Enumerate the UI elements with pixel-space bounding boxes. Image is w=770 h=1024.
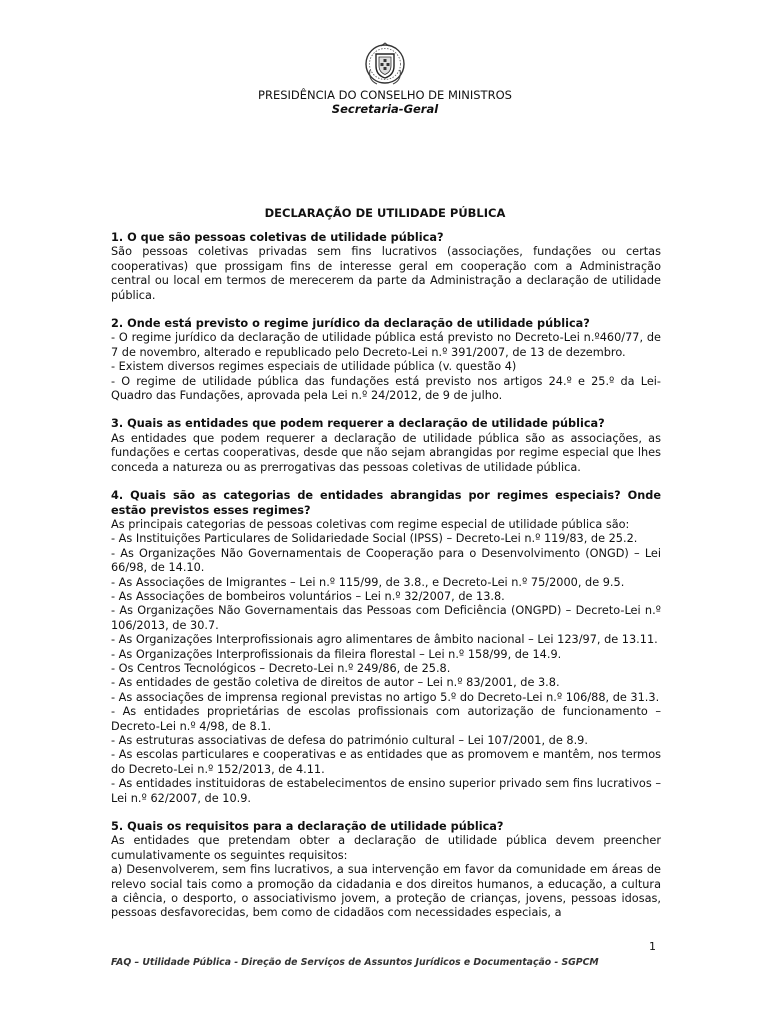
list-item: - As Organizações Interprofissionais agro alimentares de âmbito nacional – Lei 123/97, de 13.11. — [111, 633, 658, 647]
paragraph: - Existem diversos regimes especiais de utilidade pública (v. questão 4) — [111, 360, 517, 374]
paragraph: São pessoas coletivas privadas sem fins lucrativos (associações, fundações ou certas cooperativas) que prossigam fins de interesse geral em cooperação com a Administração central ou local em termos de merecerem da parte da Administração a declaração de utilidade pública. — [111, 245, 661, 302]
section-heading: 5. Quais os requisitos para a declaração de utilidade pública? — [111, 820, 504, 834]
list-item: - As entidades de gestão coletiva de direitos de autor – Lei n.º 83/2001, de 3.8. — [111, 676, 560, 690]
faq-section-2 — [111, 317, 661, 403]
list-item: - As Associações de Imigrantes – Lei n.º 115/99, de 3.8., e Decreto-Lei n.º 75/2000, de 9.5. — [111, 575, 625, 589]
coat-of-arms-icon — [362, 40, 408, 88]
section-heading: 4. Quais são as categorias de entidades abrangidas por regimes especiais? Onde estão previstos esses regimes? — [111, 489, 661, 517]
paragraph: As entidades que pretendam obter a declaração de utilidade pública devem preencher cumulativamente os seguintes requisitos: — [111, 834, 661, 862]
paragraph: As principais categorias de pessoas coletivas com regime especial de utilidade pública são: — [111, 517, 630, 531]
paragraph: - O regime de utilidade pública das fundações está previsto nos artigos 24.º e 25.º da Lei-Quadro das Fundações, aprovada pela Lei n.º 24/2012, de 9 de julho. — [111, 374, 661, 403]
list-item: - As estruturas associativas de defesa do património cultural – Lei 107/2001, de 8.9. — [111, 734, 588, 747]
section-heading: 2. Onde está previsto o regime jurídico da declaração de utilidade pública? — [111, 317, 590, 331]
list-item: - Os Centros Tecnológicos – Decreto-Lei n.º 249/86, de 25.8. — [111, 661, 451, 675]
paragraph: - O regime jurídico da declaração de utilidade pública está previsto no Decreto-Lei n.º460/77, de 7 de novembro, alterado e republicado pelo Decreto-Lei n.º 391/2007, de 13 de dezembro. — [111, 331, 661, 359]
list-item: - As Associações de bombeiros voluntários – Lei n.º 32/2007, de 13.8. — [111, 589, 505, 603]
paragraph: a) Desenvolverem, sem fins lucrativos, a sua intervenção em favor da comunidade em áreas de relevo social tais como a promoção da cidadania e dos direitos humanos, a educação, a cultura a ciência, o desporto, o associativismo jovem, a proteção de crianças, jovens, pessoas idosas, pessoas desfavorecidas, bem como de cidadãos com necessidades especiais, a — [111, 863, 661, 920]
list-item: - As Organizações Não Governamentais das Pessoas com Deficiência (ONGPD) – Decreto-Lei n.º 106/2013, de 30.7. — [111, 604, 661, 632]
document-body — [111, 231, 661, 935]
list-item: - As escolas particulares e cooperativas e as entidades que as promovem e mantêm, nos termos do Decreto-Lei n.º 152/2013, de 4.11. — [111, 748, 661, 776]
list-item: - As Organizações Interprofissionais da fileira florestal – Lei n.º 158/99, de 14.9. — [111, 647, 562, 661]
list-item: - As associações de imprensa regional previstas no artigo 5.º do Decreto-Lei n.º 106/88, de 31.3. — [111, 690, 660, 704]
page-number: 1 — [649, 940, 656, 953]
list-item: - As entidades proprietárias de escolas profissionais com autorização de funcionamento – Decreto-Lei n.º 4/98, de 8.1. — [111, 705, 661, 733]
paragraph: As entidades que podem requerer a declaração de utilidade pública são as associações, as fundações e certas cooperativas, desde que não sejam abrangidas por regime especial que lhes conceda a natureza ou as prerrogativas das pessoas coletivas de utilidade pública. — [111, 431, 661, 474]
section-heading: 3. Quais as entidades que podem requerer a declaração de utilidade pública? — [111, 417, 605, 431]
page-title: DECLARAÇÃO DE UTILIDADE PÚBLICA — [264, 206, 506, 220]
department-name: Secretaria-Geral — [331, 102, 439, 116]
list-item: - As entidades instituidoras de estabelecimentos de ensino superior privado sem fins lucrativos – Lei n.º 62/2007, de 10.9. — [111, 777, 661, 805]
faq-section-4 — [111, 489, 661, 806]
list-item: - As Instituições Particulares de Solidariedade Social (IPSS) – Decreto-Lei n.º 119/83, de 25.2. — [111, 532, 638, 546]
list-item: - As Organizações Não Governamentais de Cooperação para o Desenvolvimento (ONGD) – Lei 66/98, de 14.10. — [111, 546, 661, 575]
ministry-name: PRESIDÊNCIA DO CONSELHO DE MINISTROS — [258, 88, 512, 102]
section-heading: 1. O que são pessoas coletivas de utilidade pública? — [111, 231, 444, 244]
faq-section-3 — [111, 417, 661, 475]
page-footer: FAQ – Utilidade Pública - Direção de Serviços de Assuntos Jurídicos e Documentação - SGPCM — [111, 957, 599, 968]
faq-section-5 — [111, 820, 661, 921]
faq-section-1 — [111, 231, 661, 303]
